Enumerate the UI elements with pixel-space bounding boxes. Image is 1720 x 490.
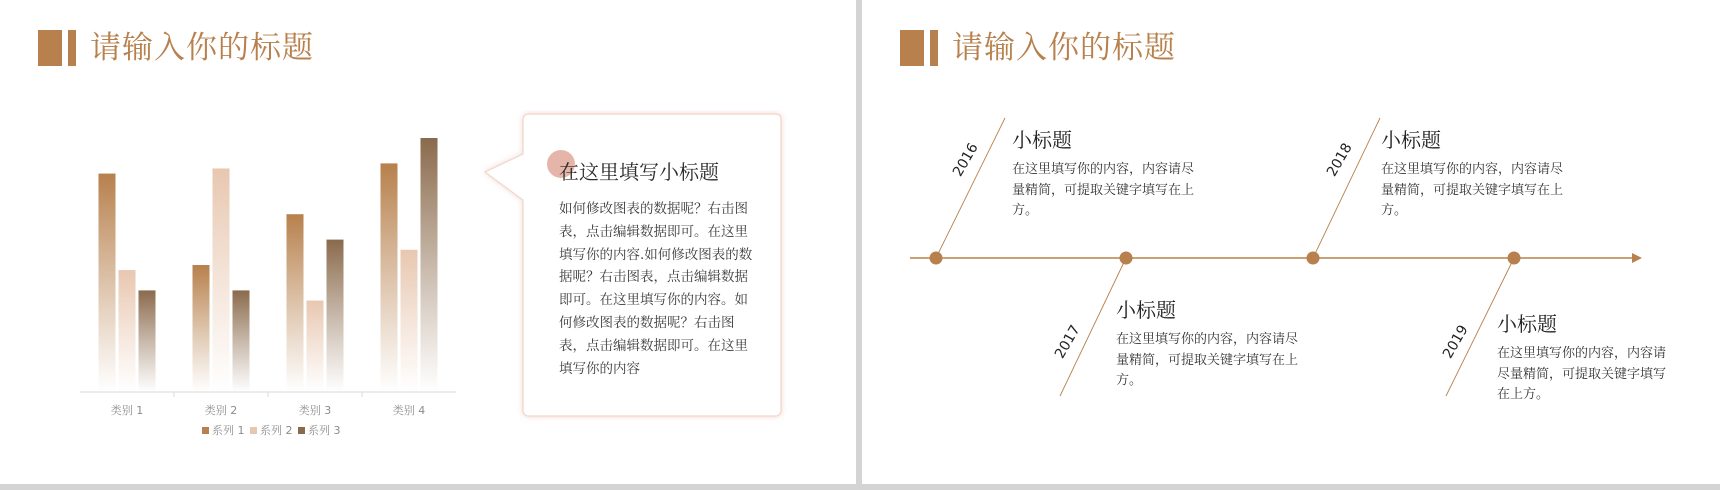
timeline-text[interactable]: 在这里填写你的内容，内容请尽量精简，可提取关键字填写在上方。 (1497, 346, 1667, 402)
bar-1-3[interactable] (287, 214, 304, 392)
timeline-node-2017[interactable] (1120, 252, 1133, 265)
timeline-node-2016[interactable] (930, 252, 943, 265)
category-tick-label: 类别 4 (392, 404, 426, 417)
callout-body[interactable]: 如何修改图表的数据呢？右击图表，点击编辑数据即可。在这里填写你的内容.如何修改图表的数据呢？右击图表，点击编辑数据即可。在这里填写你的内容。如何修改图表的数据呢？右击图表，点击编辑数据即可。在这里填写你的内容 (559, 201, 753, 377)
slide-right (862, 0, 1720, 484)
legend-label: 系列 2 (260, 424, 293, 437)
legend-label: 系列 3 (308, 424, 341, 437)
bar-chart[interactable] (0, 0, 520, 470)
bar-2-1[interactable] (119, 270, 136, 392)
bar-1-4[interactable] (381, 163, 398, 392)
legend-swatch (298, 427, 305, 434)
callout-title[interactable]: 在这里填写小标题 (559, 160, 719, 184)
timeline-year: 2017 (1051, 322, 1084, 362)
timeline-leader-2018 (1313, 118, 1380, 258)
callout-card[interactable] (517, 110, 781, 416)
timeline-heading[interactable]: 小标题 (1497, 312, 1557, 336)
bar-2-2[interactable] (213, 168, 230, 392)
category-tick-label: 类别 1 (110, 404, 144, 417)
bar-2-4[interactable] (401, 250, 418, 392)
timeline-heading[interactable]: 小标题 (1381, 128, 1441, 152)
bar-3-2[interactable] (233, 290, 250, 392)
bar-1-2[interactable] (193, 265, 210, 392)
category-tick-label: 类别 2 (204, 404, 238, 417)
slide-title[interactable]: 请输入你的标题 (90, 30, 314, 66)
timeline-year: 2018 (1323, 140, 1356, 180)
timeline-node-2018[interactable] (1307, 252, 1320, 265)
category-tick-label: 类别 3 (298, 404, 332, 417)
bar-1-1[interactable] (99, 174, 116, 392)
timeline-heading[interactable]: 小标题 (1116, 298, 1176, 322)
timeline (862, 0, 1720, 484)
timeline-leader-2016 (936, 118, 1005, 258)
bar-2-3[interactable] (307, 301, 324, 392)
bar-3-1[interactable] (139, 290, 156, 392)
timeline-arrow-icon (1632, 253, 1642, 263)
timeline-text[interactable]: 在这里填写你的内容，内容请尽量精简，可提取关键字填写在上方。 (1012, 162, 1195, 218)
timeline-year: 2019 (1439, 322, 1472, 362)
slide-title[interactable]: 请输入你的标题 (952, 30, 1176, 66)
timeline-text[interactable]: 在这里填写你的内容，内容请尽量精简，可提取关键字填写在上方。 (1381, 162, 1564, 218)
timeline-node-2019[interactable] (1508, 252, 1521, 265)
legend-swatch (250, 427, 257, 434)
slide-left (0, 0, 856, 484)
timeline-year: 2016 (949, 140, 982, 180)
legend-swatch (202, 427, 209, 434)
legend-label: 系列 1 (212, 424, 245, 437)
timeline-heading[interactable]: 小标题 (1012, 128, 1072, 152)
bar-3-3[interactable] (327, 240, 344, 392)
bar-3-4[interactable] (421, 138, 438, 392)
timeline-text[interactable]: 在这里填写你的内容，内容请尽量精简，可提取关键字填写在上方。 (1116, 332, 1299, 388)
